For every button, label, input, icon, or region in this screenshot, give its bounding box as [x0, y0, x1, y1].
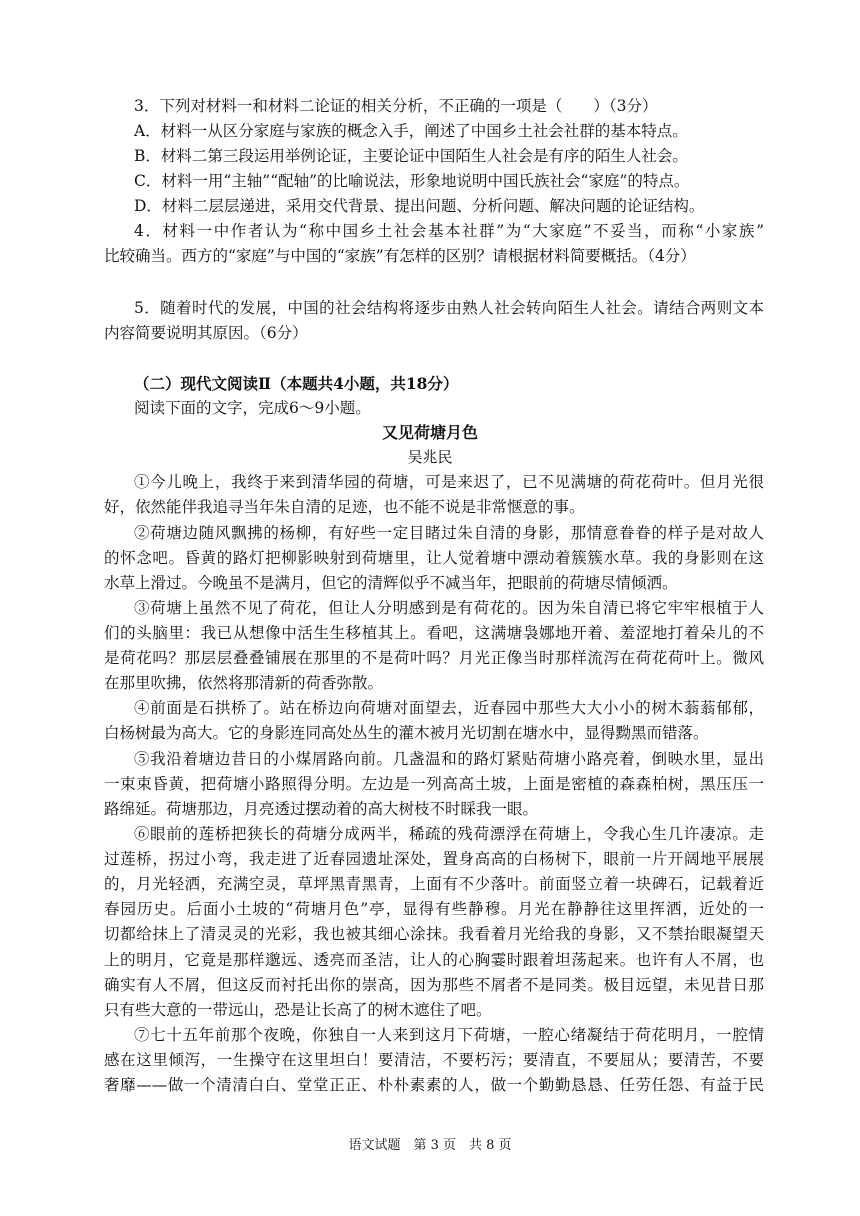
paragraph-line: 是荷花吗？那层层叠叠铺展在那里的不是荷叶吗？月光正像当时那样流泻在荷花荷叶上。微风	[104, 649, 764, 667]
question-4-line-2: 比较确当。西方的“家庭”与中国的“家族”有怎样的区别？请根据材料简要概括。（4分）	[104, 247, 696, 265]
paragraph-line: ①今儿晚上，我终于来到清华园的荷塘，可是来迟了，已不见满塘的荷花荷叶。但月光很	[134, 473, 764, 491]
paragraph-line: ④前面是石拱桥了。站在桥边向荷塘对面望去，近春园中那些大大小小的树木蓊蓊郁郁，	[134, 699, 764, 717]
paragraph-line: 的怀念吧。昏黄的路灯把柳影映射到荷塘里，让人觉着塘中漂动着簇簇水草。我的身影则在这	[104, 549, 764, 567]
paragraph-line: 切都给抹上了清灵灵的光彩，我也被其细心涂抹。我看着月光给我的身影，又不禁抬眼凝望天	[104, 925, 764, 943]
paragraph-line: 一束束昏黄，把荷塘小路照得分明。左边是一列高高土坡，上面是密植的森森柏树，黑压压一	[104, 775, 764, 793]
page-footer: 语文试题 第 3 页 共 8 页	[348, 1138, 512, 1153]
paragraph-line: ⑥眼前的莲桥把狭长的荷塘分成两半，稀疏的残荷漂浮在荷塘上，令我心生几许凄凉。走	[134, 825, 764, 843]
paragraph-line: ⑦七十五年前那个夜晚，你独自一人来到这月下荷塘，一腔心绪凝结于荷花明月，一腔情	[134, 1026, 764, 1044]
section-heading: （二）现代文阅读Ⅱ（本题共4小题，共18分）	[134, 374, 459, 393]
question-3-option-a: A．材料一从区分家庭与家族的概念入手，阐述了中国乡土社会社群的基本特点。	[134, 122, 688, 140]
paragraph-line: 感在这里倾泻，一生操守在这里坦白！要清洁，不要朽污；要清直，不要屈从；要清苦，不要	[104, 1051, 764, 1069]
question-3-option-d: D．材料二层层递进，采用交代背景、提出问题、分析问题、解决问题的论证结构。	[134, 197, 705, 215]
paragraph-line: 只有些大意的一带远山，恐是让长高了的树木遮住了吧。	[104, 1001, 492, 1019]
question-5-line-2: 内容简要说明其原因。（6分）	[104, 324, 308, 342]
paragraph-line: 春园历史。后面小土坡的“荷塘月色”亭，显得有些静穆。月光在静静往这里挥洒，近处的一	[104, 900, 764, 918]
paragraph-line: ②荷塘边随风飘拂的杨柳，有好些一定目睹过朱自清的身影，那情意眷眷的样子是对故人	[134, 524, 764, 542]
paragraph-line: 好，依然能伴我追寻当年朱自清的足迹，也不能不说是非常惬意的事。	[104, 498, 585, 516]
paragraph-line: 们的头脑里：我已从想像中活生生移植其上。看吧，这满塘袅娜地开着、羞涩地打着朵儿的不	[104, 624, 764, 642]
paragraph-line: 水草上滑过。今晚虽不是满月，但它的清辉似乎不减当年，把眼前的荷塘尽情倾洒。	[104, 574, 678, 592]
paragraph-line: ⑤我沿着塘边昔日的小煤屑路向前。几盏温和的路灯紧贴荷塘小路亮着，倒映水里，显出	[134, 750, 764, 768]
question-5-line-1: 5．随着时代的发展，中国的社会结构将逐步由熟人社会转向陌生人社会。请结合两则文本	[134, 299, 764, 317]
paragraph-line: 上的明月，它竟是那样邈远、透亮而圣洁，让人的心胸霎时跟着坦荡起来。也许有人不屑，也	[104, 951, 764, 969]
question-3-option-b: B．材料二第三段运用举例论证，主要论证中国陌生人社会是有序的陌生人社会。	[134, 147, 688, 165]
article-author: 吴兆民	[407, 448, 453, 466]
question-3-option-c: C．材料一用“主轴”“配轴”的比喻说法，形象地说明中国氏族社会“家庭”的特点。	[134, 172, 690, 190]
question-4-line-1: 4．材料一中作者认为“称中国乡土社会基本社群”为“大家庭”不妥当，而称“小家族”	[134, 222, 764, 240]
section-instruction: 阅读下面的文字，完成6～9小题。	[134, 399, 371, 417]
paragraph-line: 过莲桥，拐过小弯，我走进了近春园遗址深处，置身高高的白杨树下，眼前一片开阔地平展展	[104, 850, 764, 868]
paragraph-line: 白杨树最为高大。它的身影连同高处丛生的灌木被月光切割在塘水中，显得黝黑而错落。	[104, 724, 709, 742]
paragraph-line: 路绵延。荷塘那边，月亮透过摆动着的高大树枝不时睬我一眼。	[104, 800, 539, 818]
paragraph-line: 奢靡——做一个清清白白、堂堂正正、朴朴素素的人，做一个勤勤恳恳、任劳任怨、有益于民	[104, 1076, 764, 1094]
paragraph-line: 的，月光轻洒，充满空灵，草坪黑青黑青，上面有不少落叶。前面竖立着一块碑石，记载着近	[104, 875, 764, 893]
article-title: 又见荷塘月色	[381, 423, 478, 442]
paragraph-line: 在那里吹拂，依然将那清新的荷香弥散。	[104, 674, 384, 692]
question-3-stem: 3．下列对材料一和材料二论证的相关分析，不正确的一项是（ ）（3分）	[134, 97, 658, 115]
paragraph-line: ③荷塘上虽然不见了荷花，但让人分明感到是有荷花的。因为朱自清已将它牢牢根植于人	[134, 599, 764, 617]
paragraph-line: 确实有人不屑，但这反而衬托出你的崇高，因为那些不屑者不是同类。极目远望，未见昔日那	[104, 976, 764, 994]
